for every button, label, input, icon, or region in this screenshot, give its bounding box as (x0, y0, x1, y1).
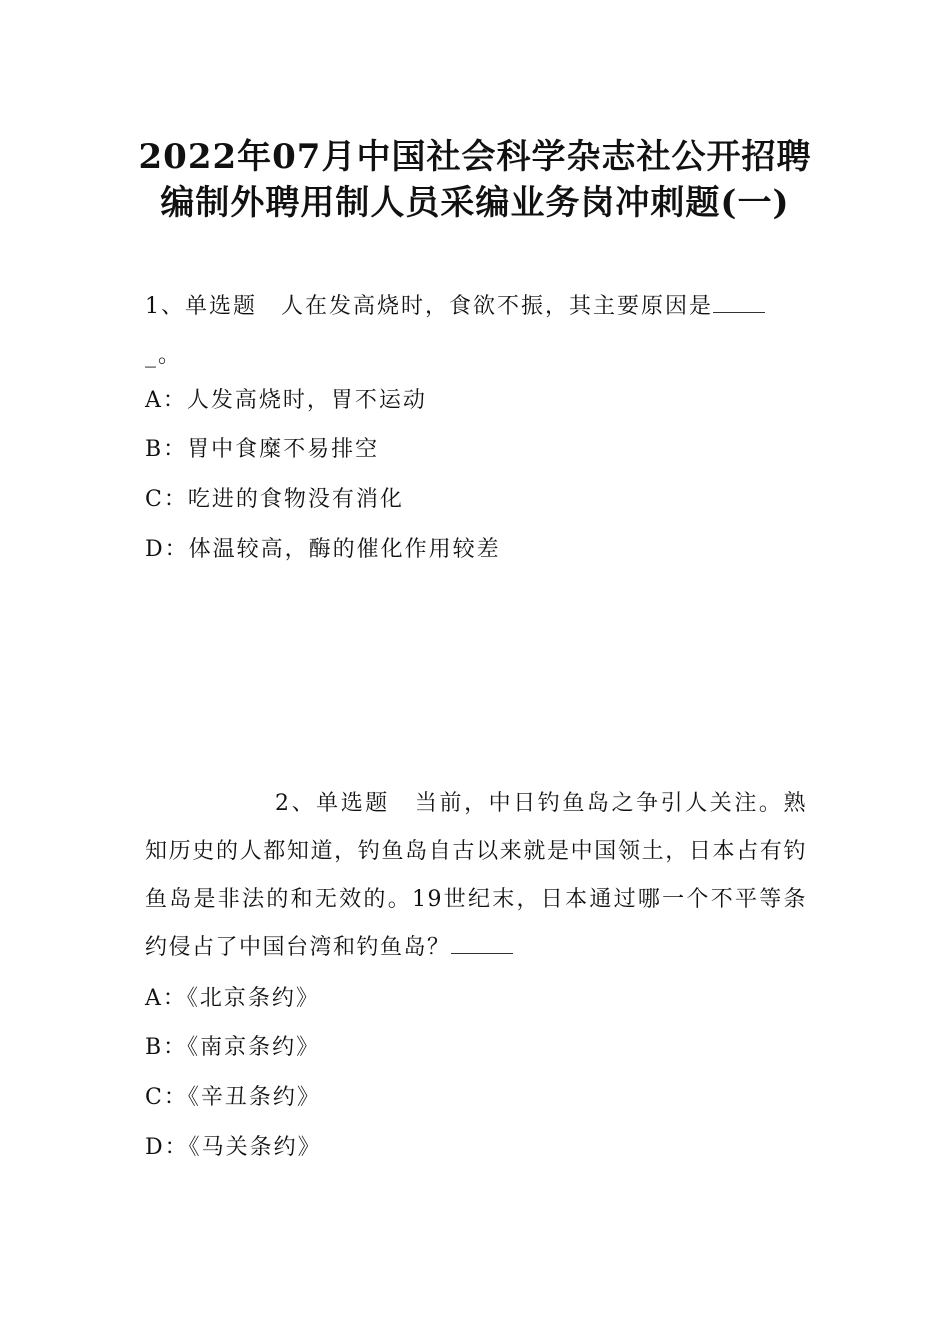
question-1-answer-blank (713, 292, 765, 313)
question-1-stem-end: _。 (145, 343, 183, 368)
question-1-number: 1、单选题 (145, 294, 257, 319)
question-1-stem: 人在发高烧时，食欲不振，其主要原因是 (281, 294, 714, 319)
question-1-option-b: B：胃中食糜不易排空 (145, 437, 380, 462)
question-1-option-a: A：人发高烧时，胃不运动 (145, 388, 427, 413)
question-2-answer-blank (451, 933, 513, 954)
question-2-number: 2、单选题 (275, 791, 390, 816)
question-1 (145, 282, 807, 380)
question-2-option-a: A：《北京条约》 (145, 986, 320, 1011)
question-2 (145, 780, 807, 972)
question-2-option-d: D：《马关条约》 (145, 1135, 322, 1160)
question-2-option-b: B：《南京条约》 (145, 1035, 321, 1060)
question-1-option-c: C：吃进的食物没有消化 (145, 487, 404, 512)
question-2-stem: 当前，中日钓鱼岛之争引人关注。熟知历史的人都知道，钓鱼岛自古以来就是中国领土，日本占有钓鱼岛是非法的和无效的。19世纪末，日本通过哪一个不平等条约侵占了中国台湾和钓鱼岛？ (145, 791, 807, 960)
document-title-line-2: 编制外聘用制人员采编业务岗冲刺题(一) (160, 183, 790, 223)
question-2-option-c: C：《辛丑条约》 (145, 1085, 321, 1110)
document-title-line-1: 2022年07月中国社会科学杂志社公开招聘 (138, 137, 812, 177)
question-1-option-d: D：体温较高，酶的催化作用较差 (145, 537, 501, 562)
